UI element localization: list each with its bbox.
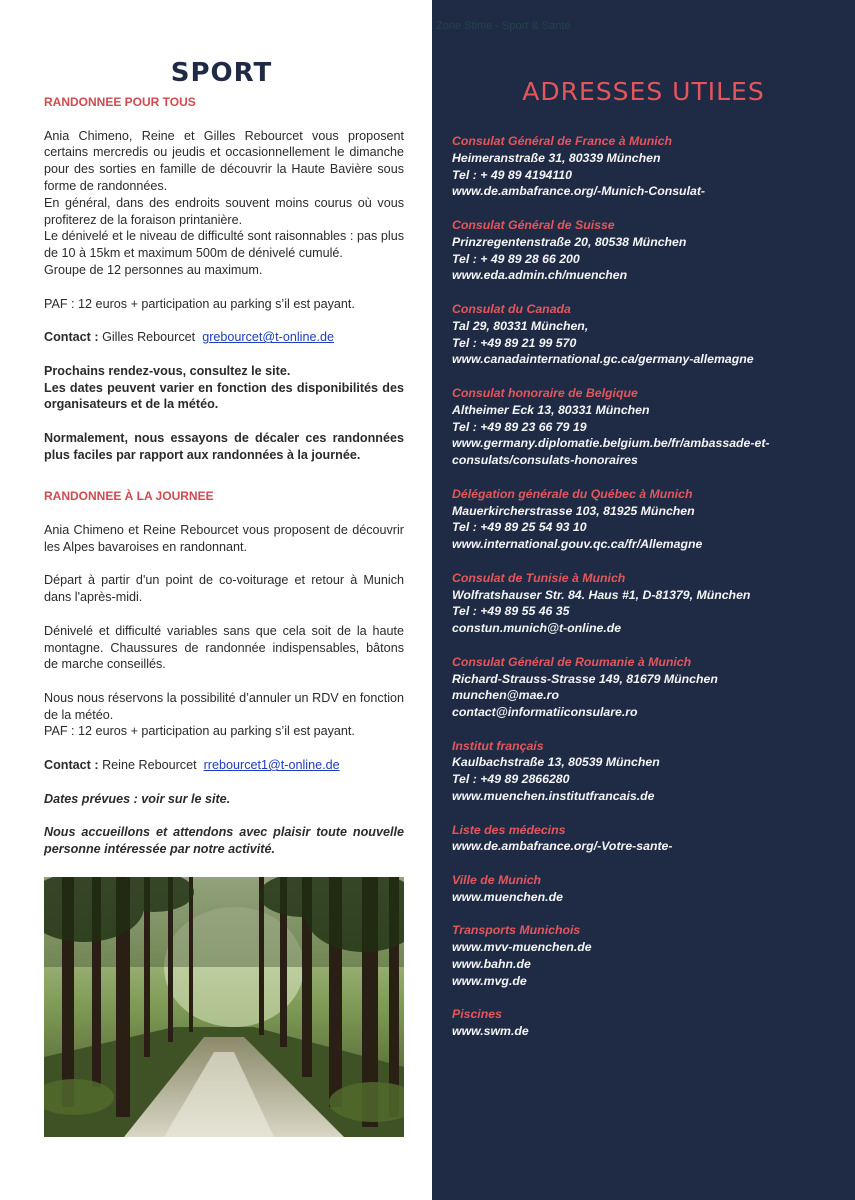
address-entry-name: Délégation générale du Québec à Munich (452, 486, 693, 501)
address-entry (452, 922, 847, 989)
address-entry-link[interactable]: www.mvg.de (452, 973, 527, 988)
address-entry-line: Altheimer Eck 13, 80331 München (452, 402, 650, 417)
address-entry (452, 1006, 847, 1040)
address-entry-link[interactable]: munchen@mae.ro (452, 688, 559, 703)
paragraph: Ania Chimeno et Reine Rebourcet vous proposent de découvrir les Alpes bavaroises en randonnant. (44, 522, 404, 554)
paragraph: Le dénivelé et le niveau de difficulté sont raisonnables : pas plus de 10 à 15km et maximum 500m de dénivelé cumulé. (44, 229, 404, 261)
address-entry-link[interactable]: www.de.ambafrance.org/-Munich-Consulat- (452, 184, 706, 199)
address-entry-line: Tel : + 49 89 4194110 (452, 167, 572, 182)
sport-content (44, 94, 404, 875)
forest-path-photo (44, 877, 404, 1137)
address-entry-line: Tel : +49 89 21 99 570 (452, 335, 577, 350)
address-entry (452, 133, 847, 200)
paragraph: Nous nous réservons la possibilité d’annuler un RDV en fonction de la météo. (44, 690, 404, 722)
paragraph: Départ à partir d'un point de co-voiturage et retour à Munich dans l'après-midi. (44, 573, 404, 605)
address-entry-line: Tel : +49 89 23 66 79 19 (452, 419, 587, 434)
address-entry-link[interactable]: contact@informatiiconsulare.ro (452, 705, 638, 720)
address-entry-link[interactable]: www.canadainternational.gc.ca/germany-allemagne (452, 352, 754, 367)
address-entry-name: Ville de Munich (452, 873, 542, 888)
dates-vary-text: Les dates peuvent varier en fonction des disponibilités des organisateurs et de la météo. (44, 380, 404, 412)
paragraph: En général, dans des endroits souvent moins courus où vous profiterez de la foraison printanière. (44, 195, 404, 227)
address-entry-name: Institut français (452, 738, 544, 753)
address-entry-name: Consulat du Canada (452, 301, 571, 316)
address-entry-name: Consulat Général de Suisse (452, 217, 615, 232)
address-entry-name: Consulat Général de Roumanie à Munich (452, 654, 692, 669)
note-text: Normalement, nous essayons de décaler ces randonnées plus faciles par rapport aux randonnées à la journée. (44, 430, 404, 462)
address-entry-name: Liste des médecins (452, 822, 566, 837)
contact-email-link[interactable]: grebourcet@t-online.de (202, 330, 334, 345)
address-entry-link[interactable]: www.swm.de (452, 1024, 529, 1039)
address-entry-line: Tel : +49 89 55 46 35 (452, 604, 570, 619)
address-list (452, 133, 847, 1057)
contact-label: Contact : (44, 330, 99, 345)
paragraph: Dénivelé et difficulté variables sans que cela soit de la haute montagne. Chaussures de randonnée indispensables, bâtons de marche conseillés. (44, 623, 404, 672)
paragraph: Ania Chimeno, Reine et Gilles Rebourcet vous proposent certains mercredis ou jeudis et occasionnellement le dimanche pour des sorties en famille de découvrir la Haute Bavière sous forme de randonnées. (44, 128, 404, 193)
address-entry-line: Kaulbachstraße 13, 80539 München (452, 755, 660, 770)
address-entry (452, 486, 847, 553)
contact-line (44, 757, 404, 774)
address-entry-link[interactable]: www.eda.admin.ch/muenchen (452, 268, 628, 283)
paf-text: PAF : 12 euros + participation au parking s’il est payant. (44, 724, 355, 739)
address-entry-name: Piscines (452, 1007, 502, 1022)
address-entry-link[interactable]: www.de.ambafrance.org/-Votre-sante- (452, 839, 673, 854)
paragraph: Groupe de 12 personnes au maximum. (44, 262, 263, 277)
address-entry-line: Tel : +49 89 2866280 (452, 772, 570, 787)
dates-planned-text: Dates prévues : voir sur le site. (44, 791, 231, 806)
paf-text: PAF : 12 euros + participation au parking s’il est payant. (44, 296, 355, 311)
section-heading-randonnee-a-la-journee: RANDONNEE À LA JOURNEE (44, 489, 214, 504)
address-entry-link[interactable]: www.muenchen.de (452, 889, 563, 904)
address-entry (452, 822, 847, 856)
address-entry-line: Richard-Strauss-Strasse 149, 81679 München (452, 671, 718, 686)
address-entry-line: Mauerkircherstrasse 103, 81925 München (452, 503, 695, 518)
address-entry-line: Tel : + 49 89 28 66 200 (452, 251, 580, 266)
address-entry-link[interactable]: www.bahn.de (452, 957, 531, 972)
address-entry-line: Heimeranstraße 31, 80339 München (452, 150, 661, 165)
address-entry-line: Wolfratshauser Str. 84. Haus #1, D-81379, München (452, 587, 751, 602)
address-entry-link[interactable]: www.mvv-muenchen.de (452, 940, 592, 955)
address-entry (452, 301, 847, 368)
contact-line (44, 329, 404, 346)
header-note: Zone Stime - Sport & Santé (436, 20, 571, 32)
address-entry-name: Transports Munichois (452, 923, 581, 938)
useful-addresses-title: ADRESSES UTILES (522, 77, 765, 106)
contact-name: Reine Rebourcet (102, 758, 197, 773)
address-entry-link[interactable]: www.international.gouv.qc.ca/fr/Allemagne (452, 537, 703, 552)
next-dates-text: Prochains rendez-vous, consultez le site. (44, 363, 291, 378)
address-entry-link[interactable]: www.germany.diplomatie.belgium.be/fr/ambassade-et-consulats/consulats-honoraires (452, 436, 770, 468)
contact-label: Contact : (44, 758, 99, 773)
address-entry-name: Consulat de Tunisie à Munich (452, 570, 626, 585)
address-entry-name: Consulat honoraire de Belgique (452, 385, 638, 400)
address-entry (452, 385, 847, 469)
address-entry-line: Tel : +49 89 25 54 93 10 (452, 520, 587, 535)
address-entry (452, 570, 847, 637)
address-entry (452, 738, 847, 805)
address-entry-line: Prinzregentenstraße 20, 80538 München (452, 234, 687, 249)
address-entry-line: Tal 29, 80331 München, (452, 318, 589, 333)
address-entry-link[interactable]: constun.munich@t-online.de (452, 621, 622, 636)
address-entry-link[interactable]: www.muenchen.institutfrancais.de (452, 789, 655, 804)
address-entry (452, 654, 847, 721)
address-entry (452, 872, 847, 906)
contact-email-link[interactable]: rrebourcet1@t-online.de (203, 758, 340, 773)
sport-title: SPORT (170, 58, 273, 88)
address-entry (452, 217, 847, 284)
contact-name: Gilles Rebourcet (102, 330, 196, 345)
address-entry-name: Consulat Général de France à Munich (452, 134, 673, 148)
welcome-text: Nous accueillons et attendons avec plaisir toute nouvelle personne intéressée par notre activité. (44, 825, 404, 857)
section-heading-randonnee-pour-tous: RANDONNEE POUR TOUS (44, 95, 196, 109)
